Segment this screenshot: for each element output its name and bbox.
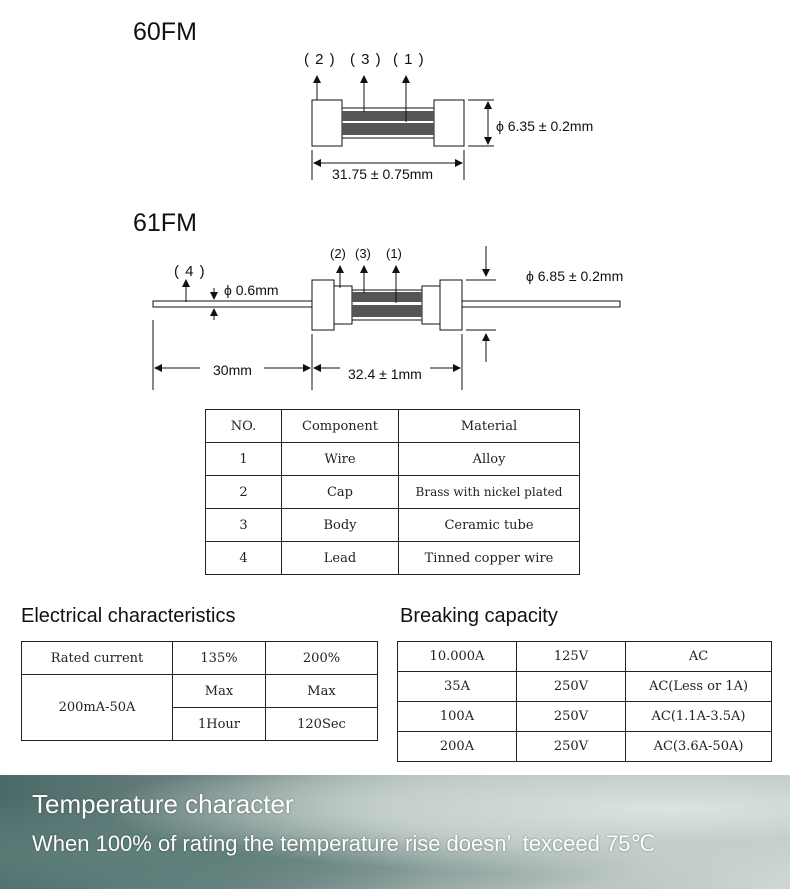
cell-no: 4 [206,542,282,575]
time-200: 120Sec [266,708,378,741]
electrical-title: Electrical characteristics [21,605,236,627]
time-135: 1Hour [173,708,266,741]
table-header-row [206,410,580,443]
callout-label-2-61fm: (2) [330,246,346,261]
callout-label-3-61fm: (3) [355,246,371,261]
table-row [398,672,772,702]
cell-material: Tinned copper wire [399,542,580,575]
max-200: Max [266,675,378,708]
lead-diameter-61fm: ϕ 0.6mm [224,282,279,298]
table-row [398,642,772,672]
pct-135: 135% [173,642,266,675]
model-61fm-title: 61FM [133,209,197,237]
lead-length-61fm: 30mm [213,362,252,378]
callout-label-1: ( 1 ) [393,51,425,68]
breaking-title: Breaking capacity [400,605,558,627]
cell-material: Ceramic tube [399,509,580,542]
diameter-61fm: ϕ 6.85 ± 0.2mm [526,268,624,284]
table-row [398,732,772,762]
callout-label-2: ( 2 ) [304,51,336,68]
temperature-banner [0,775,790,889]
components-table [205,409,580,575]
callout-label-3: ( 3 ) [350,51,382,68]
cell-no: 2 [206,476,282,509]
cell-current: 100A [398,702,517,732]
cell-component: Lead [282,542,399,575]
cell-voltage: 250V [517,732,626,762]
table-row [398,702,772,732]
cell-material: Brass with nickel plated [399,476,580,509]
cell-material: Alloy [399,443,580,476]
electrical-header-row [22,642,378,675]
fuse-60fm-drawing [312,76,494,180]
table-row [206,443,580,476]
cell-type: AC(Less or 1A) [626,672,772,702]
cell-component: Wire [282,443,399,476]
cell-type: AC(1.1A-3.5A) [626,702,772,732]
cell-no: 3 [206,509,282,542]
cell-type: AC(3.6A-50A) [626,732,772,762]
rated-current-label: Rated current [22,642,173,675]
cell-voltage: 250V [517,702,626,732]
breaking-table [397,641,772,762]
cell-component: Cap [282,476,399,509]
model-60fm-title: 60FM [133,18,197,46]
table-row [206,542,580,575]
callout-label-1-61fm: (1) [386,246,402,261]
callout-label-4: ( 4 ) [174,263,206,280]
pct-200: 200% [266,642,378,675]
electrical-table [21,641,378,741]
cell-type: AC [626,642,772,672]
cell-voltage: 125V [517,642,626,672]
table-row [206,476,580,509]
table-row [206,509,580,542]
cell-component: Body [282,509,399,542]
header-component: Component [282,410,399,443]
length-61fm: 32.4 ± 1mm [348,366,422,382]
electrical-max-row [22,675,378,708]
cell-current: 35A [398,672,517,702]
cell-current: 200A [398,732,517,762]
cell-current: 10.000A [398,642,517,672]
current-range: 200mA-50A [22,675,173,741]
banner-text: When 100% of rating the temperature rise doesn’ texceed 75℃ [32,831,656,856]
max-135: Max [173,675,266,708]
length-60fm: 31.75 ± 0.75mm [332,166,434,182]
header-no: NO. [206,410,282,443]
cell-no: 1 [206,443,282,476]
cell-voltage: 250V [517,672,626,702]
diameter-60fm: ϕ 6.35 ± 0.2mm [496,118,594,134]
banner-title: Temperature character [32,789,294,819]
header-material: Material [399,410,580,443]
